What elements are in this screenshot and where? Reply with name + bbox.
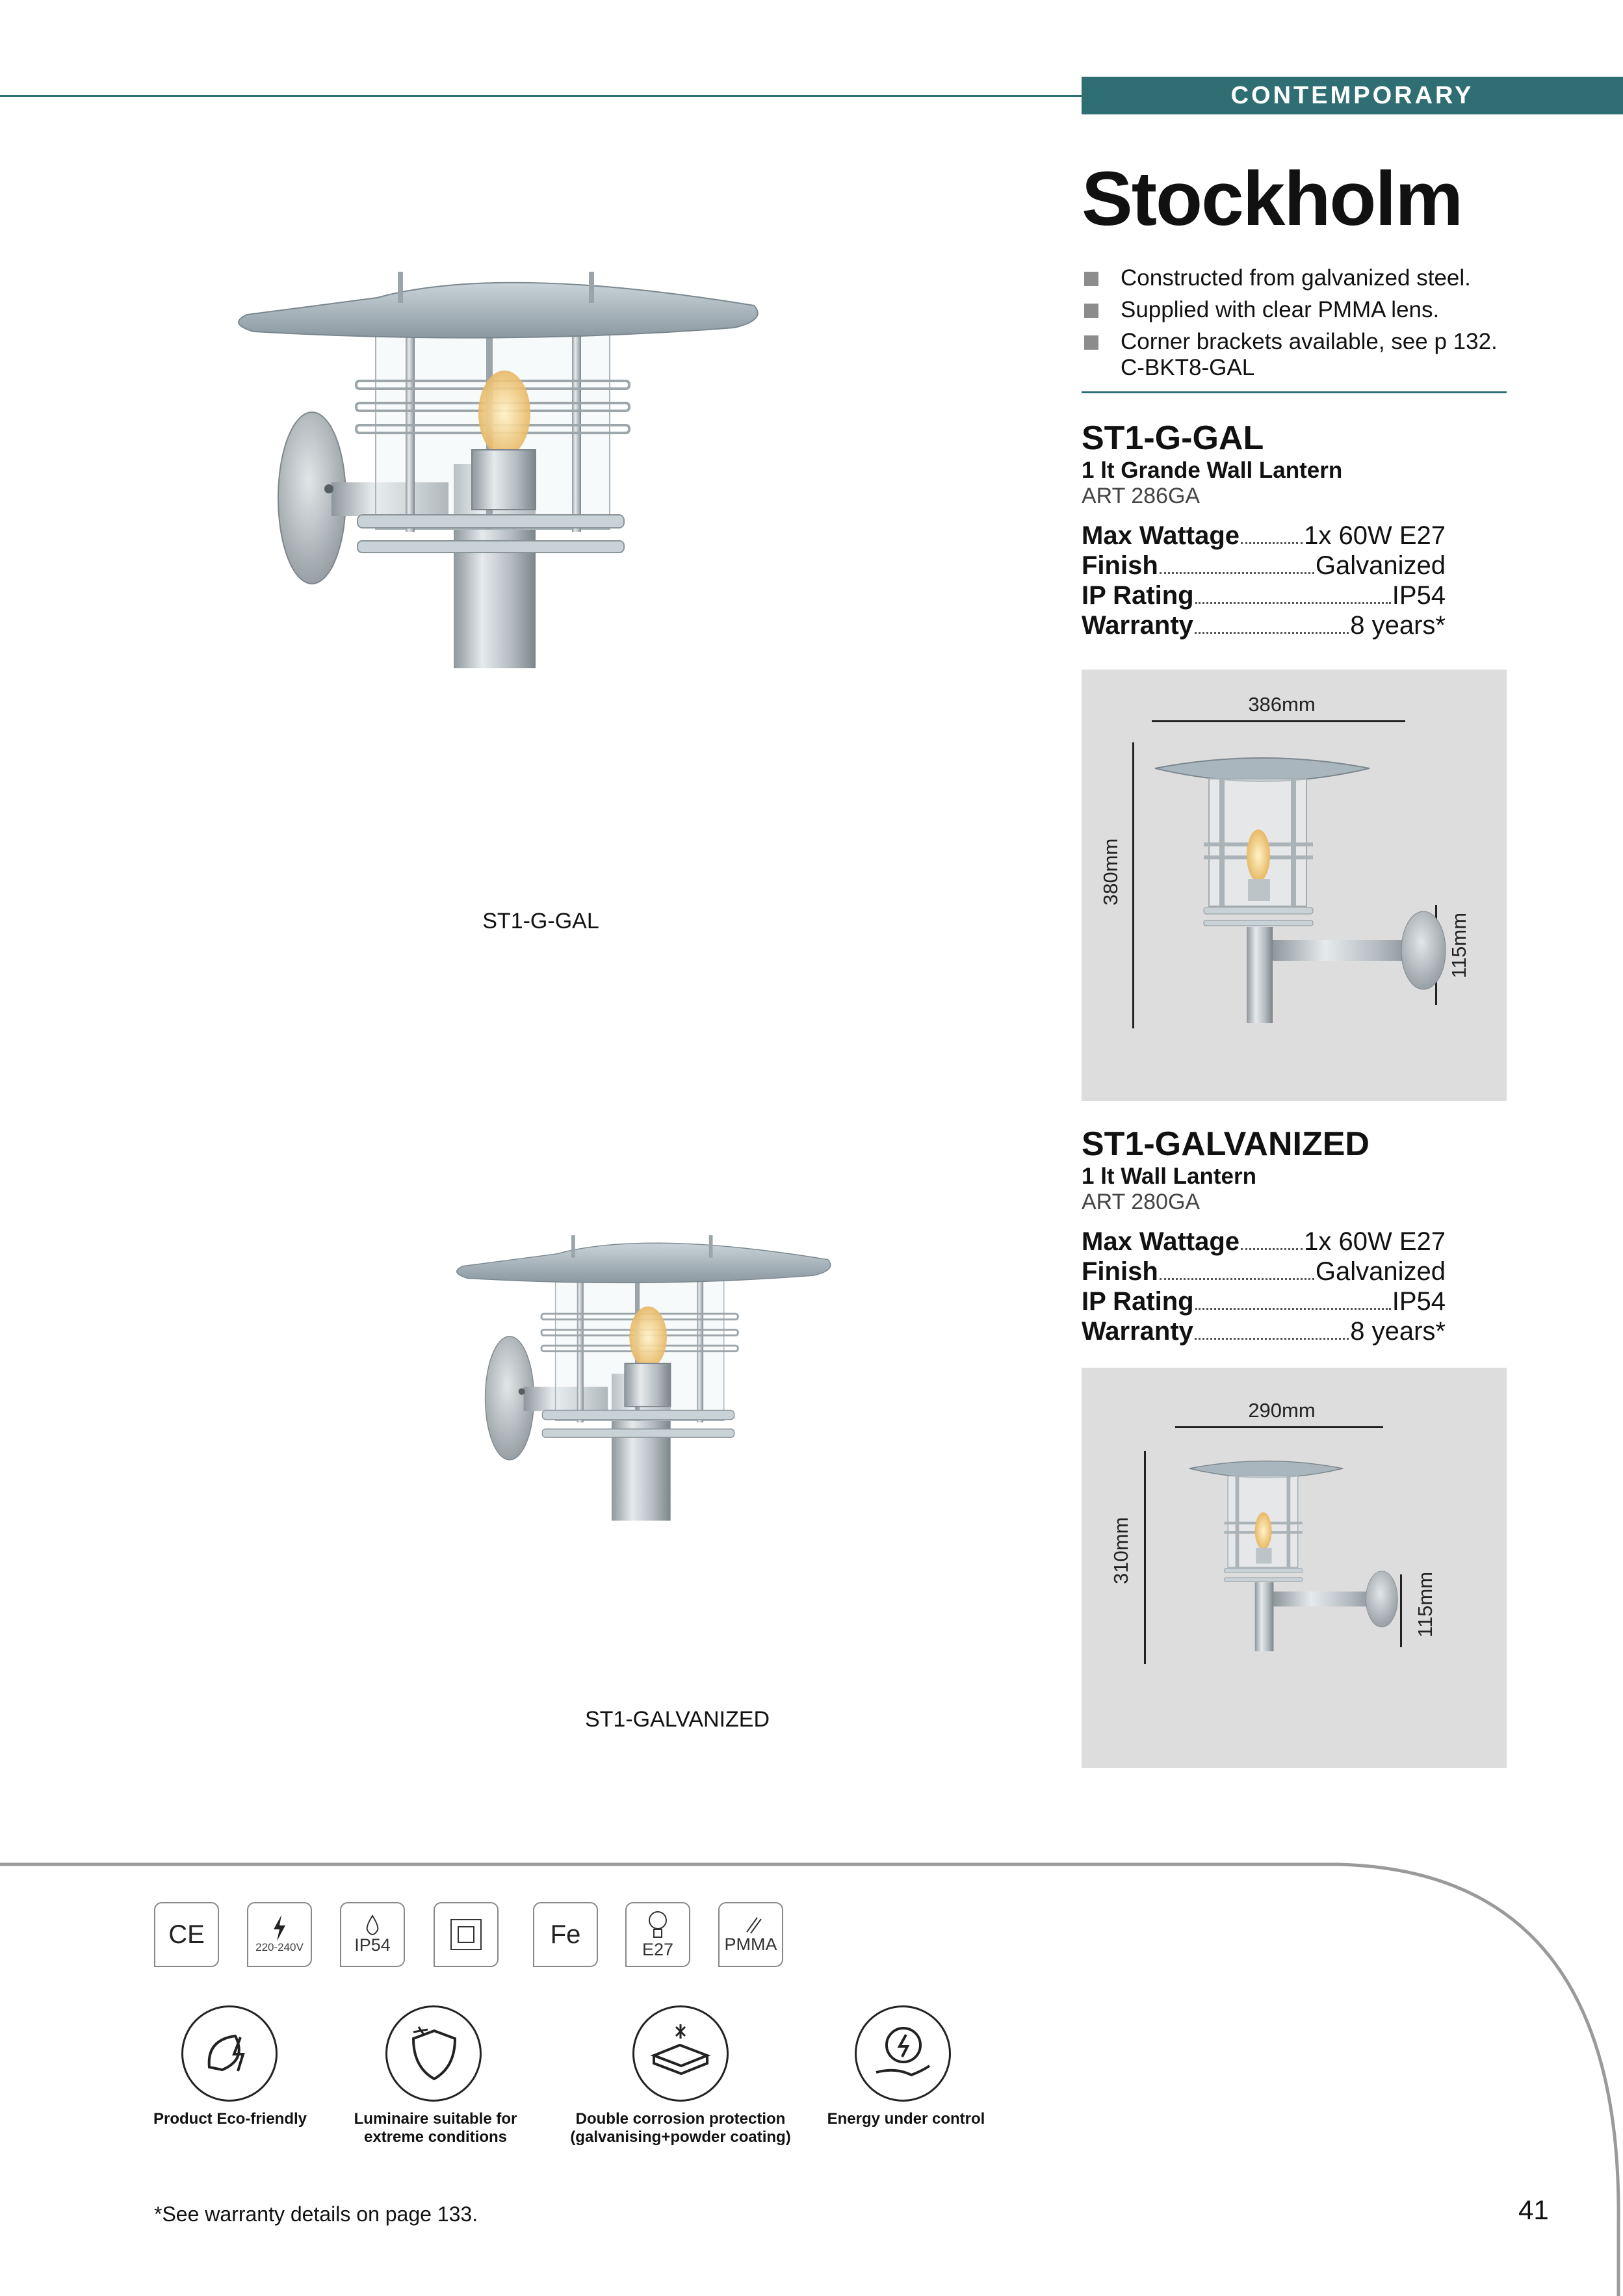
product-name: 1 lt Wall Lantern — [1082, 1164, 1257, 1189]
feature-divider — [1082, 391, 1507, 393]
spec-table — [1082, 521, 1446, 640]
lantern-outline-icon — [1187, 1446, 1401, 1663]
benefit-label: Luminaire suitable for extreme conditions — [354, 2110, 517, 2146]
dimension-projection: 115mm — [1448, 912, 1470, 978]
badge-text: E27 — [642, 1939, 674, 1959]
hand-energy-icon — [857, 2007, 949, 2100]
leader-dots — [1160, 1278, 1314, 1280]
voltage-icon — [247, 1902, 312, 1967]
image-caption: ST1-GALVANIZED — [584, 1707, 770, 1732]
product-photo-st1-g-gal — [162, 260, 812, 897]
category-label: CONTEMPORARY — [1230, 81, 1474, 109]
spec-row-warranty — [1082, 610, 1446, 640]
spec-row-ip-rating — [1082, 581, 1446, 610]
shield-snowflake-icon — [387, 2007, 480, 2100]
spec-label: Warranty — [1082, 611, 1193, 640]
header-rule — [0, 95, 1082, 97]
lightning-icon — [271, 1915, 288, 1941]
energy-control-icon — [855, 2005, 951, 2102]
product-name: 1 lt Grande Wall Lantern — [1082, 458, 1343, 483]
leader-dots — [1241, 542, 1303, 544]
spec-row-warranty — [1082, 1316, 1446, 1346]
leader-dots — [1195, 1338, 1349, 1340]
product-art-number: ART 286GA — [1082, 484, 1201, 508]
dimension-projection: 115mm — [1414, 1571, 1436, 1637]
leader-dots — [1160, 572, 1314, 574]
dimension-height: 380mm — [1099, 838, 1122, 906]
ip-rating-icon — [340, 1902, 405, 1967]
spec-label: Finish — [1082, 1257, 1158, 1286]
badge-text: IP54 — [354, 1935, 391, 1955]
feature-text: Supplied with clear PMMA lens. — [1121, 297, 1440, 322]
product-block-st1-g-gal — [1082, 419, 1537, 640]
feature-text: Constructed from galvanized steel. — [1121, 265, 1471, 291]
product-code: ST1-GALVANIZED — [1082, 1125, 1370, 1163]
spec-label: Warranty — [1082, 1317, 1193, 1346]
dimension-height: 310mm — [1110, 1517, 1132, 1584]
spec-value: 1x 60W E27 — [1304, 521, 1446, 550]
dimension-width: 290mm — [1248, 1399, 1316, 1422]
lens-slash-icon — [738, 1915, 764, 1935]
spec-value: Galvanized — [1315, 551, 1446, 580]
class-ii-icon — [434, 1902, 499, 1967]
spec-value: IP54 — [1392, 1287, 1446, 1316]
category-banner — [1082, 77, 1623, 114]
leader-dots — [1195, 602, 1391, 604]
spec-row-ip-rating — [1082, 1286, 1446, 1316]
spec-row-wattage — [1082, 1227, 1446, 1257]
feature-item — [1082, 297, 1511, 323]
leaf-icon — [183, 2007, 276, 2100]
image-caption: ST1-G-GAL — [482, 909, 599, 933]
water-drop-icon — [365, 1914, 380, 1935]
spec-label: Max Wattage — [1082, 1227, 1240, 1256]
page-title: Stockholm — [1082, 156, 1462, 242]
spec-row-finish — [1082, 1257, 1446, 1286]
lens-icon — [718, 1902, 783, 1967]
feature-text: Corner brackets available, see p 132. C-BKT8-GAL — [1121, 329, 1498, 380]
benefit-label: Product Eco-friendly — [153, 2110, 307, 2128]
bullet-square-icon — [1084, 272, 1098, 286]
spec-value: 8 years* — [1350, 611, 1446, 640]
ce-mark-icon — [154, 1902, 219, 1967]
badge-text: Fe — [550, 1920, 581, 1949]
lantern-photo-icon — [162, 260, 812, 897]
coated-surface-icon — [634, 2007, 727, 2100]
leader-dots — [1241, 1248, 1303, 1250]
badge-text: CE — [168, 1920, 205, 1949]
corrosion-protection-icon — [632, 2005, 729, 2102]
product-art-number: ART 280GA — [1082, 1190, 1201, 1214]
dimension-line — [1152, 720, 1405, 722]
bullet-square-icon — [1084, 335, 1098, 350]
badge-text: 220-240V — [255, 1941, 304, 1953]
spec-value: Galvanized — [1315, 1257, 1446, 1286]
dimension-panel — [1082, 670, 1507, 1101]
spec-value: 8 years* — [1350, 1317, 1446, 1346]
spec-label: IP Rating — [1082, 1287, 1194, 1316]
leader-dots — [1195, 632, 1349, 634]
feature-list — [1082, 265, 1511, 387]
badge-text: PMMA — [724, 1934, 777, 1954]
double-square-icon — [448, 1917, 484, 1952]
bulb-icon — [625, 1902, 690, 1967]
benefit-label: Energy under control — [827, 2110, 985, 2128]
lantern-outline-icon — [1152, 745, 1451, 1031]
warranty-footnote: *See warranty details on page 133. — [154, 2202, 478, 2226]
dimension-line — [1144, 1451, 1146, 1664]
page-number: 41 — [1518, 2195, 1549, 2225]
benefit-label: Double corrosion protection (galvanising+powder coating) — [570, 2110, 791, 2146]
dimension-line — [1132, 742, 1134, 1028]
lantern-photo-icon — [416, 1222, 884, 1690]
spec-value: IP54 — [1392, 581, 1446, 610]
spec-row-finish — [1082, 551, 1446, 581]
extreme-conditions-icon — [385, 2005, 482, 2102]
spec-label: Max Wattage — [1082, 521, 1240, 550]
dimension-line — [1175, 1426, 1383, 1428]
spec-label: IP Rating — [1082, 581, 1194, 610]
product-photo-st1-galvanized — [416, 1222, 884, 1690]
product-block-st1-galvanized — [1082, 1125, 1537, 1346]
bullet-square-icon — [1084, 304, 1098, 318]
dimension-width: 386mm — [1248, 693, 1316, 716]
leader-dots — [1195, 1308, 1391, 1310]
spec-table — [1082, 1227, 1446, 1346]
spec-label: Finish — [1082, 551, 1158, 580]
spec-row-wattage — [1082, 521, 1446, 551]
material-icon — [533, 1902, 598, 1967]
light-bulb-icon — [646, 1910, 669, 1940]
product-code: ST1-G-GAL — [1082, 419, 1264, 457]
feature-item — [1082, 265, 1511, 291]
spec-value: 1x 60W E27 — [1304, 1227, 1446, 1256]
eco-friendly-icon — [181, 2005, 278, 2102]
feature-item — [1082, 329, 1511, 381]
dimension-panel — [1082, 1368, 1507, 1768]
